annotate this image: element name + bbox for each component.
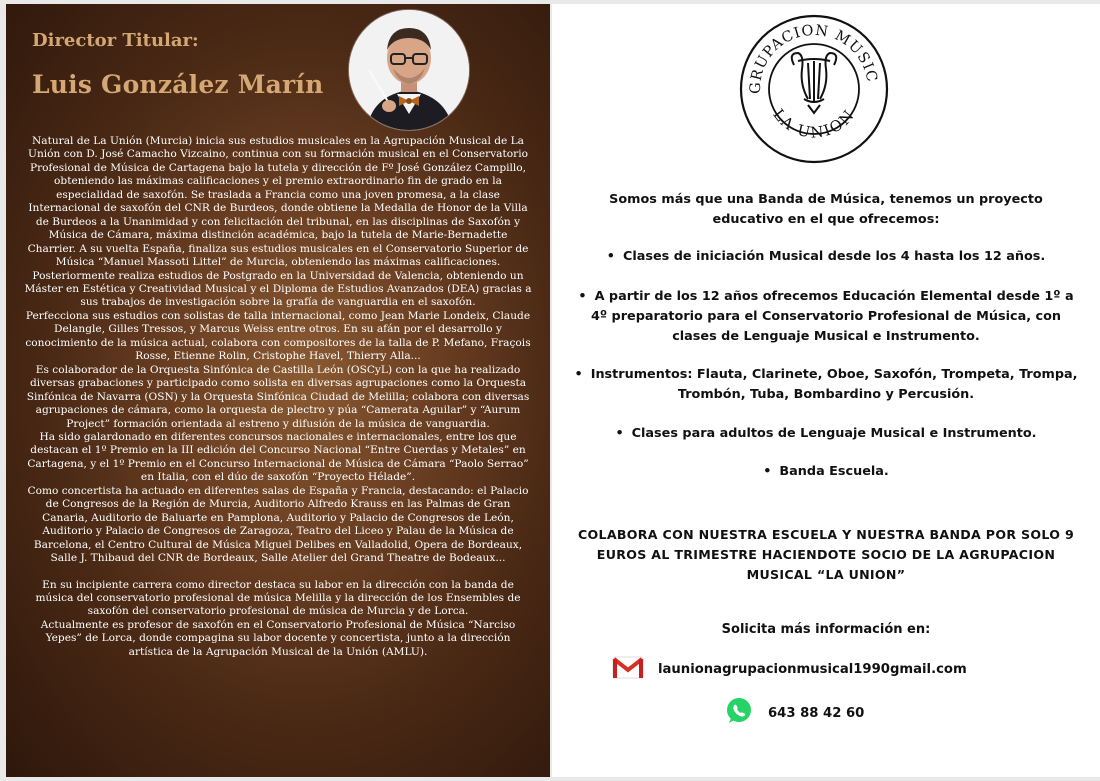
info-label: Solicita más información en: xyxy=(721,622,931,637)
offer-item xyxy=(572,424,1080,444)
director-portrait-image xyxy=(349,10,469,130)
bullet: • xyxy=(615,426,624,441)
gmail-icon xyxy=(612,655,644,683)
bio-paragraph: Perfecciona sus estudios con solistas de talla internacional, como Jean Marie Londeix, Claude Delangle, Gilles Tressos, y Marcus Weiss entre otros. En su afán por el desarrollo y conocimiento de la música actual, colabora con compositores de la talla de P. Mefano, Fraçois Rosse, Etienne Rolin, Cristophe Havel, Thierry Alla... xyxy=(25,309,531,363)
bullet: • xyxy=(578,289,587,304)
email-address[interactable]: launionagrupacionmusical1990gmail.com xyxy=(658,661,967,677)
director-biography xyxy=(24,135,532,659)
offer-text: A partir de los 12 años ofrecemos Educación Elemental desde 1º a 4º preparatorio para el Conservatorio Profesional de Música, con clases de Lenguaje Musical e Instrumento. xyxy=(590,289,1074,344)
agrupacion-logo xyxy=(738,13,890,165)
lyre-logo-icon xyxy=(738,13,890,165)
offer-text: Clases para adultos de Lenguaje Musical e Instrumento. xyxy=(631,426,1037,441)
logo-top-text: GRUPACION MUSIC xyxy=(747,22,880,95)
email-contact[interactable] xyxy=(612,655,967,683)
whatsapp-icon xyxy=(724,696,754,730)
bio-paragraph: En su incipiente carrera como director destaca su labor en la dirección con la banda de música del conservatorio profesional de música Melilla y la dirección de los Ensembles de saxofón del conservatorio profesional de música de Murcia y de Lorca. xyxy=(35,578,521,618)
director-panel xyxy=(6,4,550,777)
offer-item xyxy=(572,247,1080,267)
phone-contact[interactable] xyxy=(724,696,864,730)
bio-paragraph: Como concertista ha actuado en diferentes salas de España y Francia, destacando: el Palacio de Congresos de la Región de Murcia, Auditorio Alfredo Krauss en las Palmas de Gran Canaria, Auditorio de Baluarte en Pamplona, Auditorio y Palacio de Congresos de León, Auditorio y Palacio de Congresos de Zaragoza, Teatro del Liceo y Palau de la Música de Barcelona, el Centro Cultural de Música Miguel Delibes en Valladolid, Opera de Bordeaux, Salle J. Thibaud del CNR de Bordeaux, Salle Atelier del Grand Theatre de Bodeaux... xyxy=(27,484,529,565)
bio-paragraph: Actualmente es profesor de saxofón en el Conservatorio Profesional de Música “Narciso Yepes” de Lorca, donde compagina su labor docente y concertista, junto a la dirección artística de la Agrupación Musical de la Unión (AMLU). xyxy=(40,618,516,658)
director-role: Director Titular: xyxy=(32,30,199,51)
offer-text: Banda Escuela. xyxy=(779,464,889,479)
bio-paragraph: Ha sido galardonado en diferentes concursos nacionales e internacionales, entre los que destacan el 1º Premio en la III edición del Concurso Nacional “Entre Cuerdas y Metales” en Cartagena, y el 1º Premio en el Concurso Internacional de Música de Cámara “Paolo Serrao” en Italia, con el dúo de saxofón “Proyecto Hélade”. xyxy=(27,430,529,484)
offer-text: Instrumentos: Flauta, Clarinete, Oboe, Saxofón, Trompeta, Trompa, Trombón, Tuba, Bombardino y Percusión. xyxy=(590,367,1078,402)
school-info-panel xyxy=(552,4,1100,777)
intro-text: Somos más que una Banda de Música, tenemos un proyecto educativo en el que ofrecemos: xyxy=(609,192,1043,227)
bullet: • xyxy=(763,464,772,479)
logo-bottom-text: LA UNION xyxy=(769,105,859,142)
director-photo xyxy=(349,10,469,130)
phone-number[interactable]: 643 88 42 60 xyxy=(768,705,865,721)
director-name: Luis González Marín xyxy=(32,70,324,99)
membership-call-to-action: COLABORA CON NUESTRA ESCUELA Y NUESTRA BANDA POR SOLO 9 EUROS AL TRIMESTRE HACIENDOTE SOCIO DE LA AGRUPACION MUSICAL “LA UNION” xyxy=(577,527,1075,582)
bio-paragraph: Natural de La Unión (Murcia) inicia sus estudios musicales en la Agrupación Musical de La Unión con D. José Camacho Vizcaino, continua con su formación musical en el Conservatorio Profesional de Música de Cartagena bajo la tutela y dirección de Fº José González Campillo, obteniendo las máximas calificaciones y el premio extraordinario fin de grado en la especialidad de saxofón. Se traslada a Francia como una joven promesa, a la clase Internacional de saxofón del CNR de Burdeos, donde obtiene la Medalla de Honor de la Villa de Burdeos a la Unanimidad y con felicitación del tribunal, en las disciplinas de Saxofón y Música de Cámara, máxima distinción académica, bajo la tutela de Marie-Bernadette Charrier. A su vuelta España, finaliza sus estudios musicales en el Conservatorio Superior de Música “Manuel Massoti Littel” de Murcia, obteniendo las máximas calificaciones. Posteriormente realiza estudios de Postgrado en la Universidad de Valencia, obteniendo un Máster en Estética y Creatividad Musical y el Diploma de Estudios Avanzados (DEA) gracias a sus trabajos de investigación sobre la grafía de vanguardia en el saxofón. xyxy=(24,135,532,309)
offer-item xyxy=(572,365,1080,405)
bullet: • xyxy=(574,367,583,382)
bullet: • xyxy=(606,249,615,264)
offer-text: Clases de iniciación Musical desde los 4 hasta los 12 años. xyxy=(622,249,1046,264)
offer-item xyxy=(572,287,1080,347)
svg-text:LA UNION xyxy=(769,105,858,141)
offer-item xyxy=(572,462,1080,482)
bio-paragraph: Es colaborador de la Orquesta Sinfónica de Castilla León (OSCyL) con la que ha realizado diversas grabaciones y participado como solista en diversas agrupaciones como la Orquesta Sinfónica de Navarra (OSN) y la Orquesta Sinfónica Ciudad de Melilla; colabora con diversas agrupaciones de cámara, como la orquesta de plectro y púa “Camerata Aguilar” y “Aurum Project” formación orientada al estreno y difusión de la música de vanguardia. xyxy=(26,363,530,430)
